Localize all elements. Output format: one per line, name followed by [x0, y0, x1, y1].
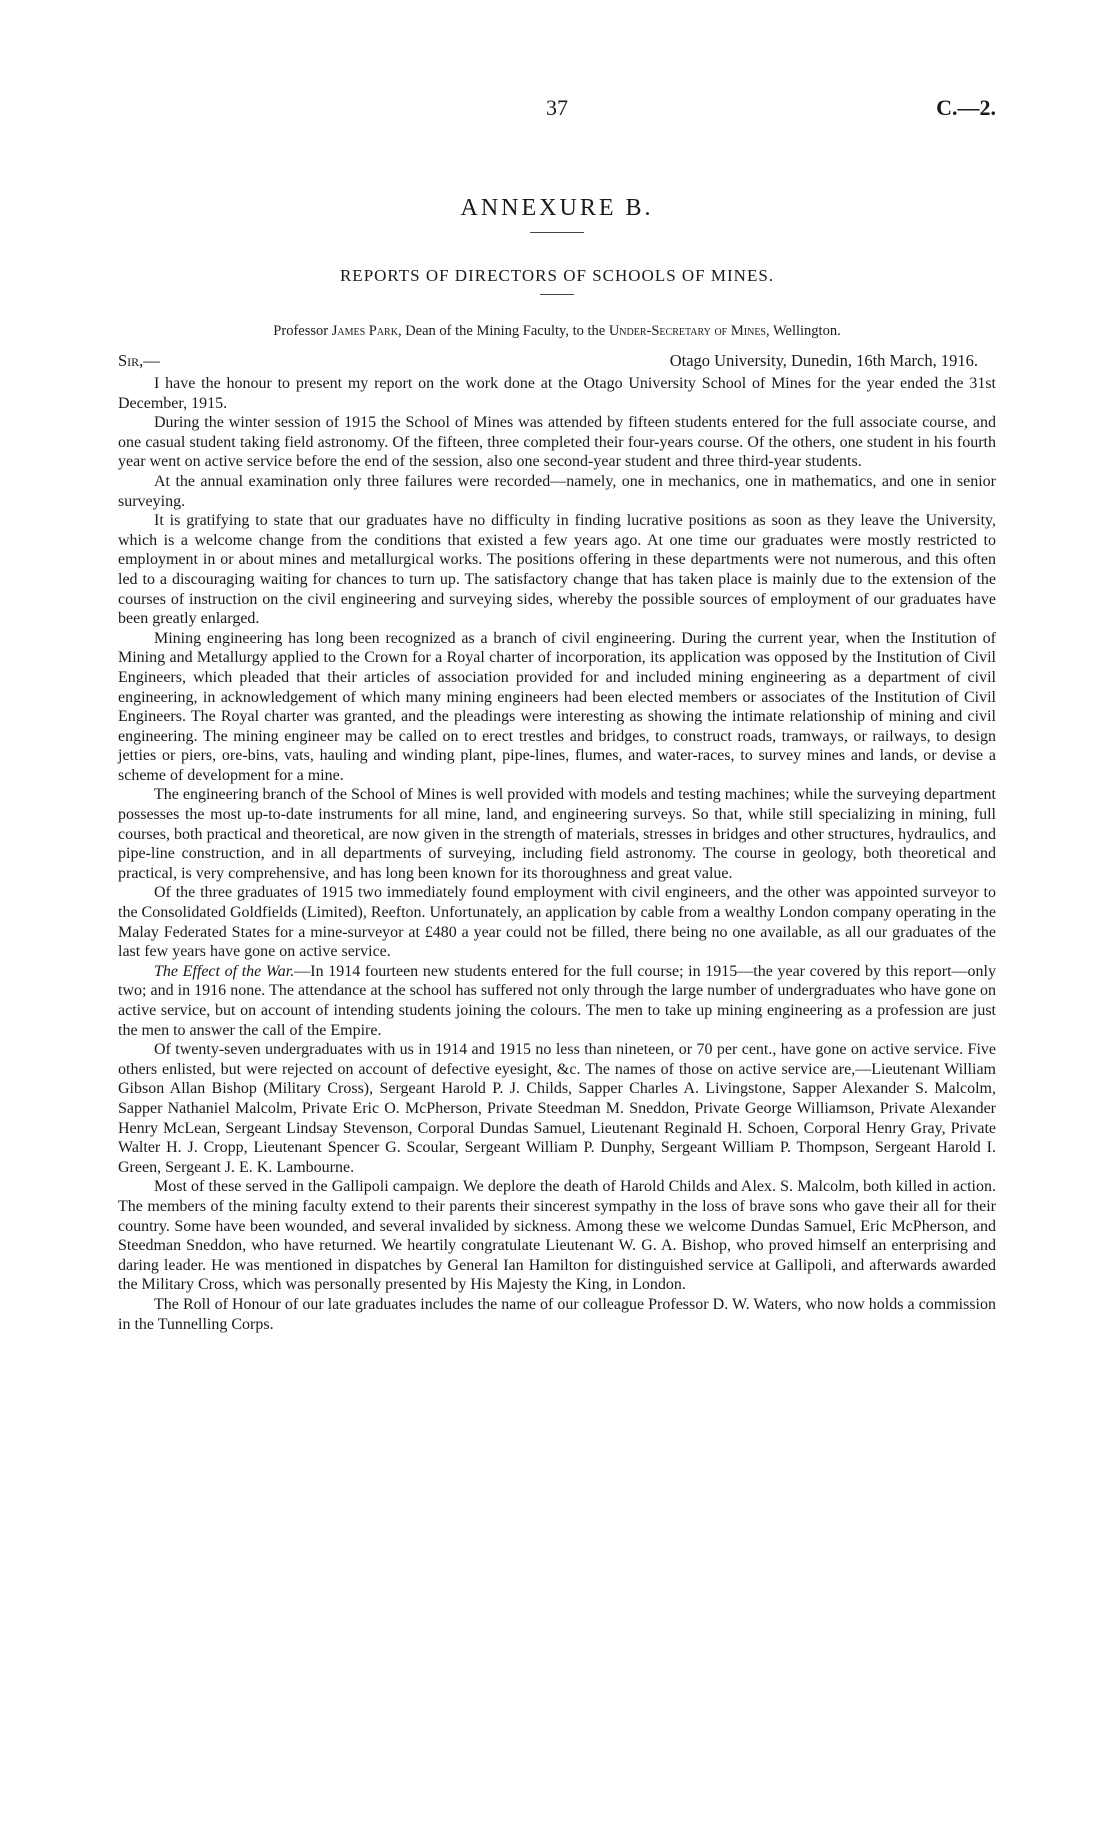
paragraph-11: The Roll of Honour of our late graduates includes the name of our colleague Professor D. W. Waters, who now holds a commission in the Tunnelling Corps.: [118, 1295, 996, 1333]
recipient-name: Under-Secretary of Mines: [608, 323, 766, 339]
page-number: 37: [546, 95, 568, 120]
paragraph-10: Most of these served in the Gallipoli campaign. We deplore the death of Harold Childs and Alex. S. Malcolm, both killed in action. The members of the mining faculty extend to their parents their sincerest sympathy in the loss of brave sons who gave their all for their country. Some have been wounded, and several invalided by sickness. Among these we welcome Dundas Samuel, Eric McPherson, and Steedman Sneddon, who have returned. We heartily congratulate Lieutenant W. G. A. Bishop, who proved himself an enterprising and daring leader. He was mentioned in dispatches by General Ian Hamilton for distinguished service at Gallipoli, and afterwards awarded the Military Cross, which was personally presented by His Majesty the King, in London.: [118, 1178, 996, 1294]
paragraph-5: Mining engineering has long been recognized as a branch of civil engineering. During the current year, when the Institution of Mining and Metallurgy applied to the Crown for a Royal charter of incorporation, its application was opposed by the Institution of Civil Engineers, which pleaded that their articles of association provided for and included mining engineering as a department of civil engineering, in acknowledgement of which many mining engineers had been elected members or associates of the Institution of Civil Engineers. The Royal charter was granted, and the pleadings were interesting as showing the intimate relationship of mining and civil engineering. The mining engineer may be called on to erect trestles and bridges, to construct roads, tramways, or railways, to design jetties or piers, ore-bins, vats, hauling and winding plant, pipe-lines, flumes, and water-races, to survey mines and lands, or devise a scheme of development for a mine.: [118, 629, 996, 784]
reports-title: REPORTS OF DIRECTORS OF SCHOOLS OF MINES.: [339, 266, 775, 285]
paragraph-8-text: —In 1914 fourteen new students entered for the full course; in 1915—the year covered by this report—only two; and in 1916 none. The attendance at the school has suffered not only through the large number of undergraduates who have gone on active service, but on account of intending students joining the colours. The men to take up mining engineering as a profession are just the men to answer the call of the Empire.: [118, 962, 997, 1039]
address-prefix: Professor: [273, 323, 332, 339]
place-date: Otago University, Dunedin, 16th March, 1916.: [669, 351, 978, 370]
salutation: Sir,—: [118, 351, 160, 370]
annexure-title: ANNEXURE B.: [460, 195, 654, 221]
title-divider: [530, 232, 584, 233]
page-header: [118, 95, 996, 125]
recipient-location: , Wellington.: [766, 323, 841, 339]
paragraph-9: Of twenty-seven undergraduates with us in 1914 and 1915 no less than nineteen, or 70 per cent., have gone on active service. Five others enlisted, but were rejected on account of defective eyesight, &c. The names of those on active service are,—Lieutenant William Gibson Allan Bishop (Military Cross), Sergeant Harold P. J. Childs, Sapper Charles A. Livingstone, Sapper Alexander S. Malcolm, Sapper Nathaniel Malcolm, Private Eric O. McPherson, Private Steedman M. Sneddon, Private George Williamson, Private Alexander Henry McLean, Sergeant Lindsay Stevenson, Corporal Dundas Samuel, Lieutenant Reginald H. Schoen, Corporal Henry Gray, Private Walter H. J. Cropp, Lieutenant Spencer G. Scoular, Sergeant William P. Dunphy, Sergeant William P. Thompson, Sergeant Harold I. Green, Sergeant J. E. K. Lambourne.: [118, 1041, 996, 1176]
war-heading: The Effect of the War.: [154, 962, 295, 980]
salutation-row: [118, 351, 996, 373]
author-role: , Dean of the Mining Faculty, to the: [397, 323, 609, 339]
paragraph-7: Of the three graduates of 1915 two immediately found employment with civil engineers, and the other was appointed surveyor to the Consolidated Goldfields (Limited), Reefton. Unfortunately, an application by cable from a wealthy London company operating in the Malay Federated States for a mine-surveyor at £480 a year could not be filled, there being no one available, as all our graduates of the last few years have gone on active service.: [118, 884, 996, 961]
paragraph-8: [118, 962, 996, 1040]
paragraph-4: It is gratifying to state that our graduates have no difficulty in finding lucrative positions as soon as they leave the University, which is a welcome change from the conditions that existed a few years ago. At one time our graduates were mostly restricted to employment in or about mines and metallurgical works. The positions offering in these departments were not numerous, and this often led to a discouraging waiting for chances to turn up. The satisfactory change that has taken place is mainly due to the extension of the courses of instruction on the civil engineering and surveying sides, whereby the possible sources of employment of our graduates have been greatly enlarged.: [118, 512, 996, 628]
document-reference: C.—2.: [936, 95, 996, 120]
address-line: [118, 323, 996, 340]
author-name: James Park: [331, 323, 398, 339]
paragraph-6: The engineering branch of the School of Mines is well provided with models and testing machines; while the surveying department possesses the most up-to-date instruments for all mine, land, and engineering surveys. So that, while still specializing in mining, full courses, both practical and theoretical, are now given in the strength of materials, stresses in bridges and other structures, hydraulics, and pipe-line construction, and in all departments of surveying, including field astronomy. The course in geology, both theoretical and practical, is very comprehensive, and has long been known for its thoroughness and great value.: [118, 786, 996, 882]
subtitle-divider: [540, 294, 574, 295]
paragraph-3: At the annual examination only three failures were recorded—namely, one in mechanics, one in mathematics, and one in senior surveying.: [118, 472, 996, 510]
paragraph-1: I have the honour to present my report on the work done at the Otago University School of Mines for the year ended the 31st December, 1915.: [118, 375, 996, 412]
paragraph-2: During the winter session of 1915 the School of Mines was attended by fifteen students entered for the full associate course, and one casual student taking field astronomy. Of the fifteen, three completed their four-years course. Of the others, one student in his fourth year went on active service before the end of the session, also one second-year student and three third-year students.: [118, 414, 996, 471]
report-body: [118, 374, 996, 1334]
